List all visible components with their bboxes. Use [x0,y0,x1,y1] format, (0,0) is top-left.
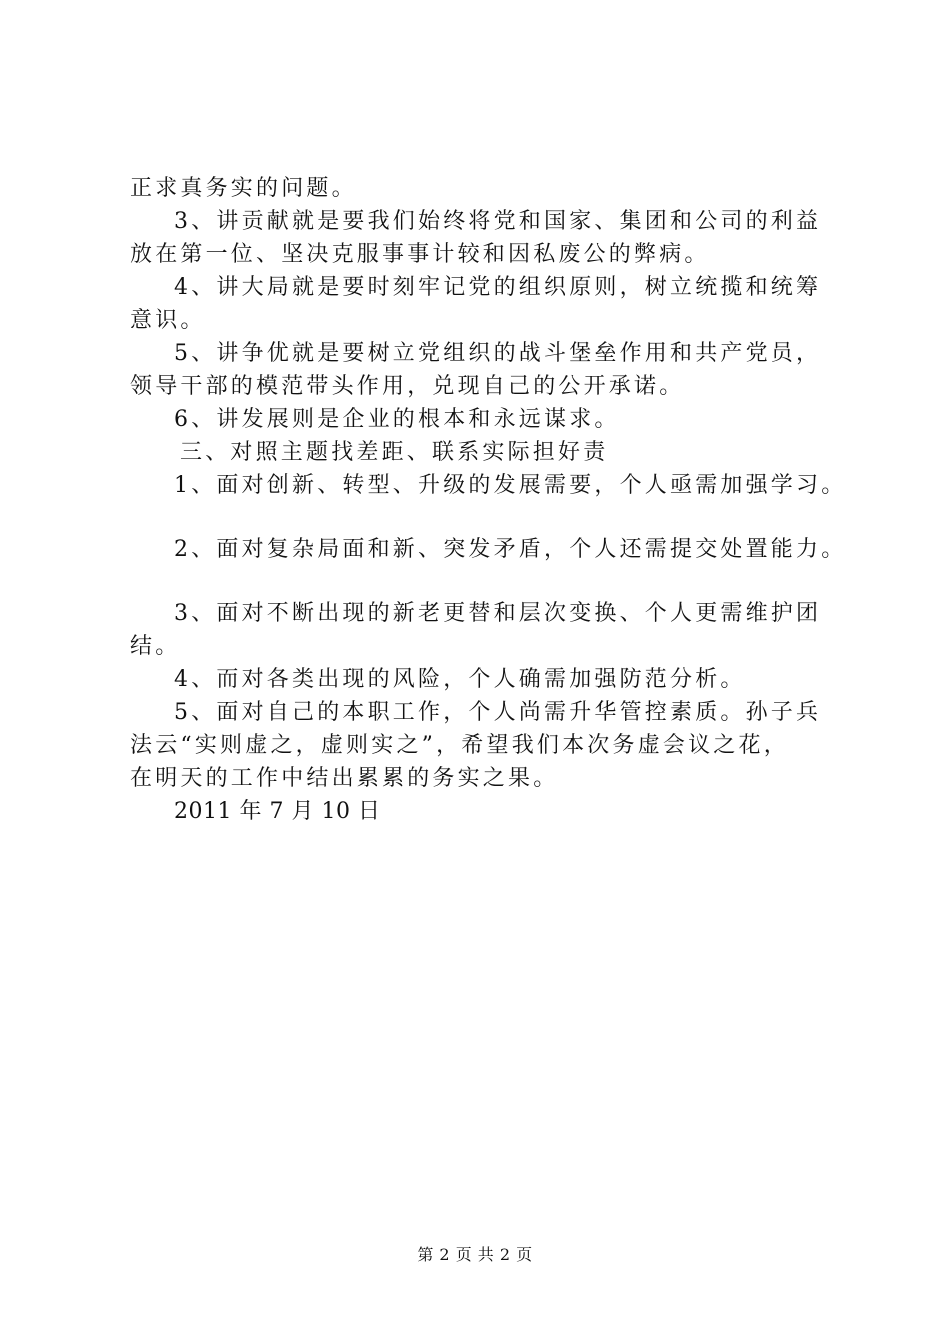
text-line: 2、面对复杂局面和新、突发矛盾，个人还需提交处置能力。 [174,537,847,562]
page-number-footer: 第 2 页 共 2 页 [417,1245,533,1264]
text-line: 3、面对不断出现的新老更替和层次变换、个人更需维护团 [174,601,822,626]
text-line: 4、而对各类出现的风险，个人确需加强防范分析。 [174,667,746,692]
text-line: 4、讲大局就是要时刻牢记党的组织原则，树立统揽和统筹 [174,275,822,300]
document-body [130,172,850,828]
text-line: 5、讲争优就是要树立党组织的战斗堡垒作用和共产党员， [174,341,822,366]
text-line: 1、面对创新、转型、升级的发展需要，个人亟需加强学习。 [174,473,847,498]
text-line: 结。 [130,634,181,659]
text-line: 领导干部的模范带头作用，兑现自己的公开承诺。 [130,374,685,399]
text-line: 5、面对自己的本职工作，个人尚需升华管控素质。孙子兵 [174,700,822,725]
text-line: 放在第一位、坚决克服事事计较和因私废公的弊病。 [130,242,710,267]
text-line: 意识。 [130,308,206,333]
text-line: 3、讲贡献就是要我们始终将党和国家、集团和公司的利益 [174,209,822,234]
text-line: 6、讲发展则是企业的根本和永远谋求。 [174,407,620,432]
text-line: 法云“实则虚之，虚则实之”，希望我们本次务虚会议之花， [130,733,789,758]
section-heading: 三、对照主题找差距、联系实际担好责 [180,440,609,465]
text-line: 在明天的工作中结出累累的务实之果。 [130,766,559,791]
text-line: 正求真务实的问题。 [130,176,357,201]
document-date: 2011 年 7 月 10 日 [174,799,381,824]
